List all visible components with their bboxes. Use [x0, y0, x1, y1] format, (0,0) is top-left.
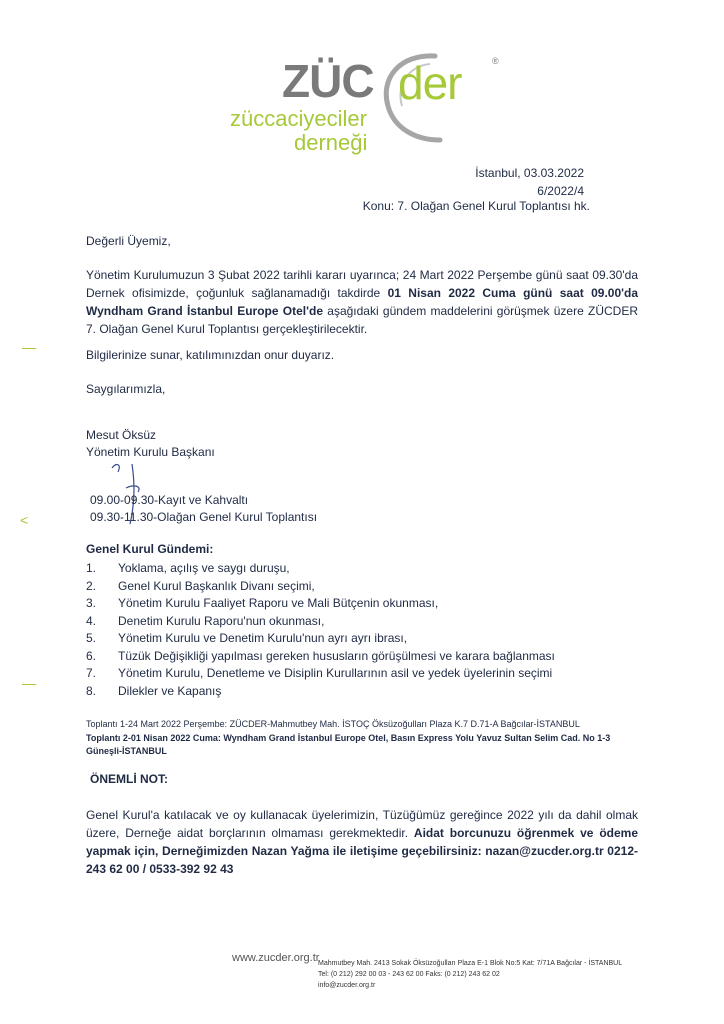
agenda-item: 1. Yoklama, açılış ve saygı duruşu, [86, 561, 290, 575]
place-date: İstanbul, 03.03.2022 [475, 166, 584, 180]
body-text-part2: aşağıdaki gündem maddelerini görüşmek üzere ZÜCDER 7. Olağan Genel Kurul Toplantısı gerçekleştirilecektir. [86, 304, 639, 336]
margin-mark [22, 348, 36, 349]
agenda-item: 3. Yönetim Kurulu Faaliyet Raporu ve Mali Bütçenin okunması, [86, 596, 439, 610]
footer-address: Mahmutbey Mah. 2413 Sokak Öksüzoğulları Plaza E-1 Blok No:5 Kat: 7/71A Bağcılar - İSTANBUL [318, 960, 623, 967]
body-text-bold: 01 Nisan 2022 Cuma günü saat 09.00'da Wyndham Grand İstanbul Europe Otel'de [86, 286, 639, 318]
logo-subtitle-line2: derneği [294, 130, 368, 155]
reference-number: 6/2022/4 [537, 184, 584, 198]
body-text-part1: Yönetim Kurulumuzun 3 Şubat 2022 tarihli kararı uyarınca; 24 Mart 2022 Perşembe günü saat 09.30'da Dernek ofisimizde, çoğunluk sağlanamadığı takdirde [86, 268, 638, 300]
margin-mark [22, 684, 36, 685]
info-line: Bilgilerinize sunar, katılımınızdan onur duyarız. [86, 348, 335, 362]
note-text-part1: Genel Kurul'a katılacak ve oy kullanacak üyelerimizin, Tüzüğümüz gereğince 2022 yılı da dahil olmak üzere, Derneğe aidat borçlarının olmaması gerekmektedir. [86, 808, 638, 840]
agenda-item: 2. Genel Kurul Başkanlık Divanı seçimi, [86, 578, 315, 593]
important-note-text [86, 806, 638, 878]
signer-name: Mesut Öksüz [86, 428, 157, 442]
signer-title: Yönetim Kurulu Başkanı [86, 445, 215, 459]
schedule-item: 09.30-11.30-Olağan Genel Kurul Toplantısı [90, 510, 318, 524]
schedule-item: 09.00-09.30-Kayıt ve Kahvaltı [90, 493, 249, 507]
agenda-item: 8. Dilekler ve Kapanış [86, 683, 222, 698]
venue-meeting2: Toplantı 2-01 Nisan 2022 Cuma: Wyndham Grand İstanbul Europe Otel, Basın Express Yolu Yavuz Sultan Selim Cad. No 1-3 Güneşli-İSTANBUL [86, 733, 611, 756]
footer-email: info@zucder.org.tr [318, 982, 376, 989]
venue-meeting1: Toplantı 1-24 Mart 2022 Perşembe: ZÜCDER-Mahmutbey Mah. İSTOÇ Öksüzoğulları Plaza K.7 D.71-A Bağcılar-İSTANBUL [86, 719, 580, 729]
agenda-item: 4. Denetim Kurulu Raporu'nun okunması, [86, 613, 325, 628]
letter-body [86, 266, 638, 338]
margin-arrow-icon: < [20, 512, 29, 528]
logo-swoosh-icon [230, 48, 520, 158]
footer-website: www.zucder.org.tr [232, 952, 320, 964]
footer-address-block [318, 958, 622, 991]
logo-brand-main: ZÜC [282, 55, 374, 107]
subject-line: Konu: 7. Olağan Genel Kurul Toplantısı hk. [362, 199, 590, 213]
footer-phones: Tel: (0 212) 292 00 03 - 243 62 00 Faks: (0 212) 243 62 02 [318, 971, 500, 978]
registered-mark: ® [492, 56, 499, 66]
agenda-item: 5. Yönetim Kurulu ve Denetim Kurulu'nun ayrı ayrı ibrası, [86, 631, 408, 645]
agenda-item: 6. Tüzük Değişikliği yapılması gereken hususların görüşülmesi ve karara bağlanması [86, 648, 555, 663]
note-text-bold: Aidat borcunuzu öğrenmek ve ödeme yapmak için, Derneğimizden Nazan Yağma ile iletişime geçebilirsiniz: nazan@zucder.org.tr 0212-243 62 00 / 0533-392 92 43 [86, 826, 638, 876]
agenda-list [86, 560, 555, 700]
greeting: Değerli Üyemiz, [86, 234, 171, 248]
logo-brand-der: der [398, 57, 462, 109]
agenda-item: 7. Yönetim Kurulu, Denetleme ve Disiplin Kurullarının asil ve yedek üyelerinin seçimi [86, 666, 553, 680]
zucder-logo [230, 48, 520, 158]
important-note-title: ÖNEMLİ NOT: [90, 772, 168, 786]
agenda-title: Genel Kurul Gündemi: [86, 542, 214, 556]
closing-line: Saygılarımızla, [86, 382, 166, 396]
logo-subtitle-line1: züccaciyeciler [230, 106, 367, 131]
